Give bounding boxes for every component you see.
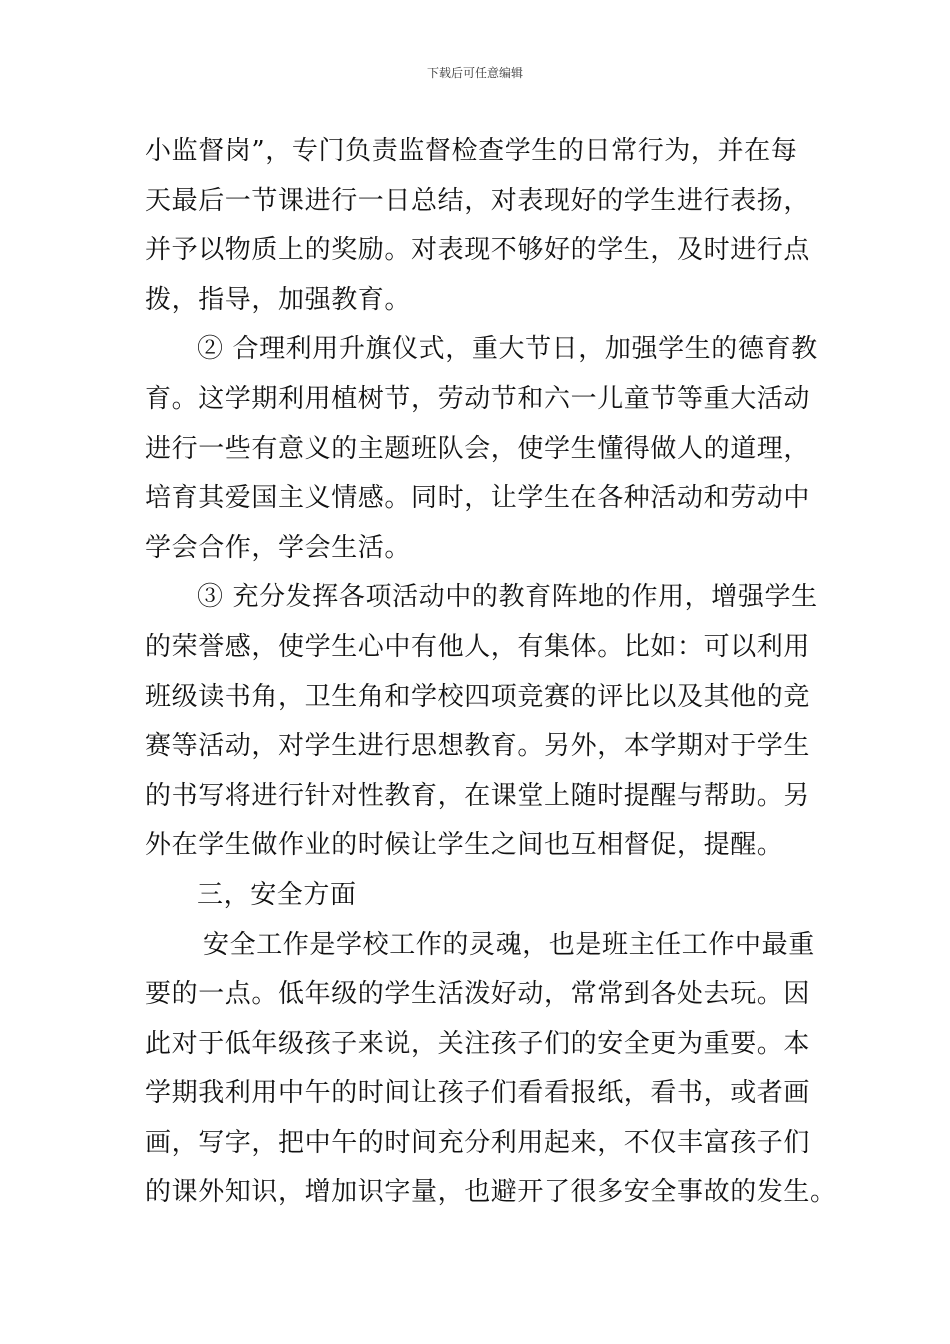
text-line: 育。这学期利用植树节，劳动节和六一儿童节等重大活动 (145, 383, 811, 414)
text-line: 培育其爱国主义情感。同时，让学生在各种活动和劳动中 (145, 483, 811, 514)
text-line: 赛等活动，对学生进行思想教育。另外，本学期对于学生 (145, 731, 811, 762)
text-line: 画，写字，把中午的时间充分利用起来，不仅丰富孩子们 (145, 1127, 811, 1158)
text-line: 的书写将进行针对性教育，在课堂上随时提醒与帮助。另 (145, 780, 811, 811)
paragraph-item-3-start: ③ 充分发挥各项活动中的教育阵地的作用，增强学生 (197, 582, 818, 613)
document-body (145, 127, 837, 1218)
paragraph-safety-start: 安全工作是学校工作的灵魂，也是班主任工作中最重 (203, 929, 815, 960)
section-heading: 三，安全方面 (197, 879, 357, 910)
text-line: 小监督岗”，专门负责监督检查学生的日常行为，并在每 (145, 136, 798, 166)
text-line: 并予以物质上的奖励。对表现不够好的学生，及时进行点 (145, 235, 811, 266)
text-line: 学期我利用中午的时间让孩子们看看报纸，看书，或者画 (145, 1078, 811, 1109)
text-line: 天最后一节课进行一日总结，对表现好的学生进行表扬， (145, 185, 811, 216)
page-header: 下载后可任意编辑 (426, 66, 523, 80)
text-line: 此对于低年级孩子来说，关注孩子们的安全更为重要。本 (145, 1028, 811, 1059)
text-line: 外在学生做作业的时候让学生之间也互相督促，提醒。 (145, 830, 784, 861)
text-line: 进行一些有意义的主题班队会，使学生懂得做人的道理， (145, 433, 811, 464)
paragraph-item-2-start: ② 合理利用升旗仪式，重大节日，加强学生的德育教 (197, 334, 818, 365)
text-line: 的课外知识，增加识字量，也避开了很多安全事故的发生。 (145, 1177, 837, 1208)
text-line: 的荣誉感，使学生心中有他人，有集体。比如：可以利用 (145, 631, 811, 662)
text-line: 班级读书角，卫生角和学校四项竞赛的评比以及其他的竞 (145, 681, 811, 712)
text-line: 要的一点。低年级的学生活泼好动，常常到各处去玩。因 (145, 979, 811, 1010)
text-line: 学会合作，学会生活。 (145, 532, 412, 563)
text-line: 拨，指导，加强教育。 (145, 284, 412, 315)
